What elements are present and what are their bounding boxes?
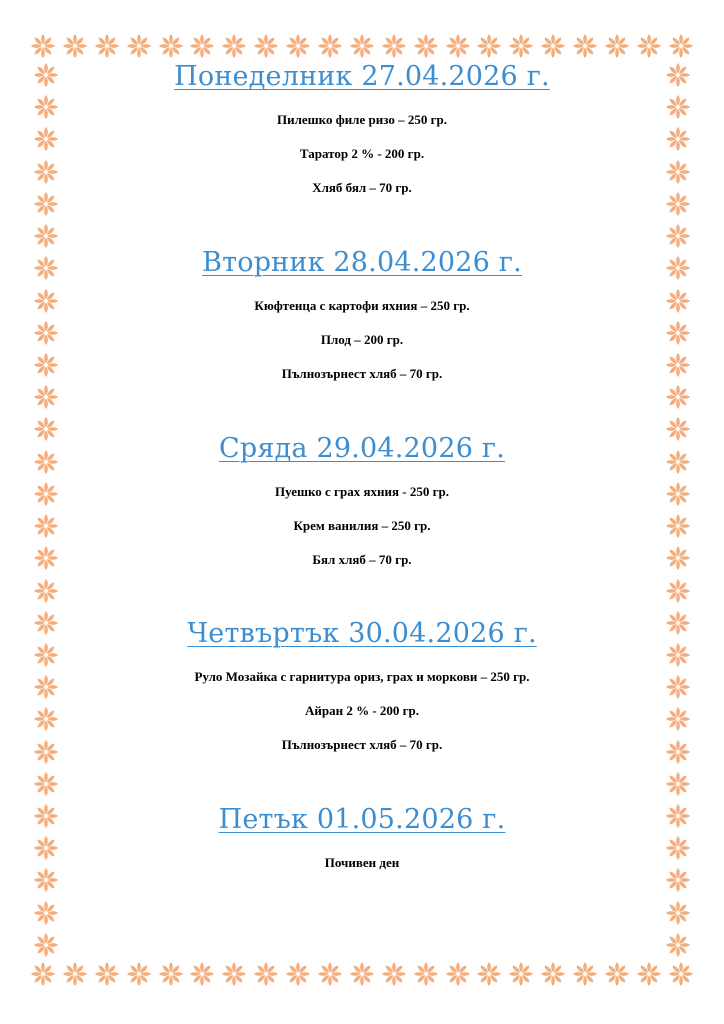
asterisk-flower-icon — [665, 320, 691, 346]
asterisk-flower-icon — [665, 739, 691, 765]
asterisk-flower-icon — [33, 449, 59, 475]
asterisk-flower-icon — [33, 191, 59, 217]
asterisk-flower-icon — [33, 932, 59, 958]
day-friday — [70, 805, 654, 889]
menu-items — [70, 484, 654, 567]
menu-item: Айран 2 % - 200 гр. — [304, 703, 420, 718]
asterisk-flower-icon — [33, 545, 59, 571]
day-monday — [70, 62, 654, 214]
menu-item: Таратор 2 % - 200 гр. — [299, 146, 425, 161]
asterisk-flower-icon — [33, 481, 59, 507]
asterisk-flower-icon — [33, 62, 59, 88]
asterisk-flower-icon — [668, 33, 694, 59]
menu-items — [70, 669, 654, 752]
menu-item: Руло Мозайка с гарнитура ориз, грах и моркови – 250 гр. — [194, 669, 530, 684]
menu-item: Хляб бял – 70 гр. — [312, 180, 412, 195]
asterisk-flower-icon — [33, 513, 59, 539]
day-title: Четвъртък 30.04.2026 г. — [187, 618, 537, 649]
asterisk-flower-icon — [665, 706, 691, 732]
asterisk-flower-icon — [33, 159, 59, 185]
asterisk-flower-icon — [665, 513, 691, 539]
day-title: Сряда 29.04.2026 г. — [219, 433, 505, 464]
asterisk-flower-icon — [33, 352, 59, 378]
asterisk-flower-icon — [665, 352, 691, 378]
day-wednesday — [70, 434, 654, 586]
day-thursday — [70, 619, 654, 771]
asterisk-flower-icon — [33, 835, 59, 861]
asterisk-flower-icon — [665, 384, 691, 410]
asterisk-flower-icon — [33, 320, 59, 346]
asterisk-flower-icon — [665, 610, 691, 636]
menu-item: Пълнозърнест хляб – 70 гр. — [281, 737, 443, 752]
asterisk-flower-icon — [665, 771, 691, 797]
asterisk-flower-icon — [33, 384, 59, 410]
menu-item: Пуешко с грах яхния - 250 гр. — [275, 484, 449, 499]
asterisk-flower-icon — [665, 416, 691, 442]
asterisk-flower-icon — [665, 223, 691, 249]
menu-item: Почивен ден — [324, 855, 400, 870]
menu-item: Плод – 200 гр. — [320, 332, 404, 347]
border-right — [662, 62, 694, 958]
asterisk-flower-icon — [665, 900, 691, 926]
asterisk-flower-icon — [33, 674, 59, 700]
menu-item: Кюфтенца с картофи яхния – 250 гр. — [254, 298, 470, 313]
asterisk-flower-icon — [33, 739, 59, 765]
day-title: Петък 01.05.2026 г. — [218, 804, 506, 835]
asterisk-flower-icon — [33, 223, 59, 249]
asterisk-flower-icon — [33, 578, 59, 604]
asterisk-flower-icon — [33, 126, 59, 152]
asterisk-flower-icon — [30, 33, 56, 59]
menu-content — [70, 0, 654, 1024]
asterisk-flower-icon — [665, 835, 691, 861]
menu-item: Пълнозърнест хляб – 70 гр. — [281, 366, 443, 381]
asterisk-flower-icon — [665, 449, 691, 475]
asterisk-flower-icon — [665, 674, 691, 700]
menu-items — [70, 298, 654, 381]
asterisk-flower-icon — [665, 126, 691, 152]
asterisk-flower-icon — [665, 932, 691, 958]
day-tuesday — [70, 248, 654, 400]
asterisk-flower-icon — [665, 62, 691, 88]
menu-item: Крем ванилия – 250 гр. — [293, 518, 431, 533]
day-title: Вторник 28.04.2026 г. — [202, 247, 522, 278]
asterisk-flower-icon — [665, 867, 691, 893]
asterisk-flower-icon — [665, 94, 691, 120]
day-title: Понеделник 27.04.2026 г. — [174, 61, 550, 92]
menu-item: Пилешко филе ризо – 250 гр. — [276, 112, 447, 127]
asterisk-flower-icon — [33, 867, 59, 893]
asterisk-flower-icon — [33, 255, 59, 281]
asterisk-flower-icon — [665, 288, 691, 314]
asterisk-flower-icon — [33, 416, 59, 442]
asterisk-flower-icon — [33, 900, 59, 926]
asterisk-flower-icon — [33, 94, 59, 120]
asterisk-flower-icon — [668, 961, 694, 987]
asterisk-flower-icon — [33, 706, 59, 732]
asterisk-flower-icon — [33, 771, 59, 797]
asterisk-flower-icon — [665, 642, 691, 668]
asterisk-flower-icon — [665, 255, 691, 281]
asterisk-flower-icon — [33, 288, 59, 314]
menu-items — [70, 855, 654, 870]
asterisk-flower-icon — [33, 642, 59, 668]
asterisk-flower-icon — [665, 545, 691, 571]
menu-item: Бял хляб – 70 гр. — [312, 552, 412, 567]
asterisk-flower-icon — [30, 961, 56, 987]
asterisk-flower-icon — [665, 578, 691, 604]
asterisk-flower-icon — [665, 803, 691, 829]
asterisk-flower-icon — [665, 191, 691, 217]
border-left — [30, 62, 62, 958]
asterisk-flower-icon — [33, 610, 59, 636]
asterisk-flower-icon — [33, 803, 59, 829]
menu-items — [70, 112, 654, 195]
asterisk-flower-icon — [665, 481, 691, 507]
asterisk-flower-icon — [665, 159, 691, 185]
